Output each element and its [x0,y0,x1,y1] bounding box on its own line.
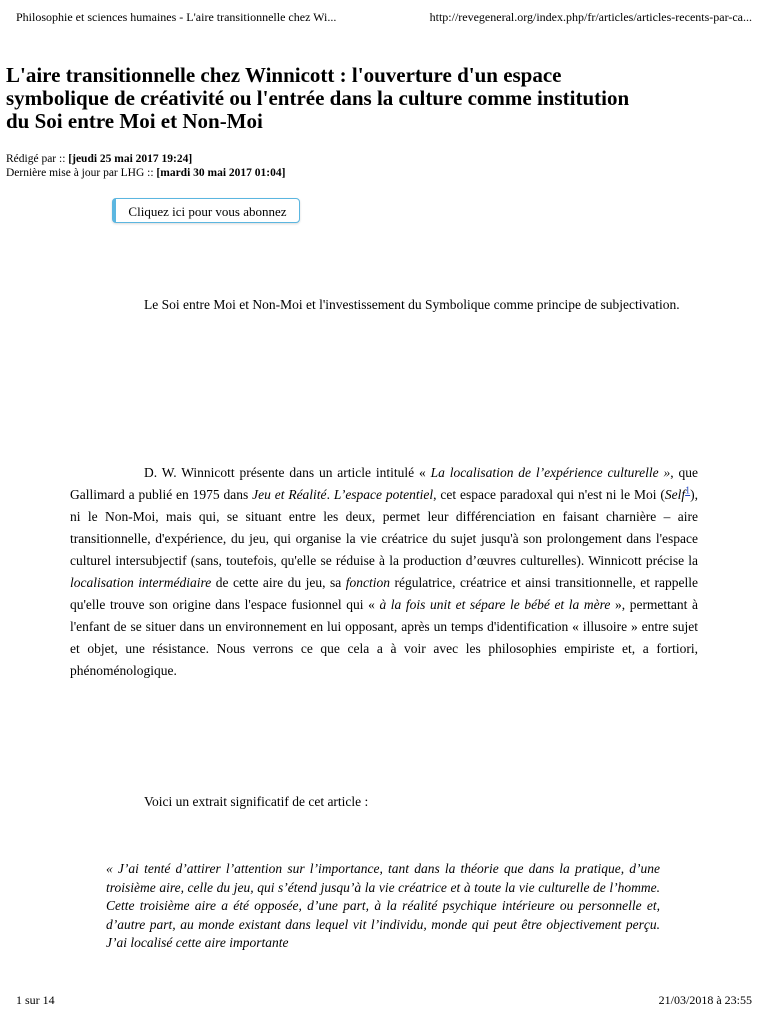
p2-text-6: de cette aire du jeu, sa [211,575,346,590]
p2-italic-5: localisation intermédiaire [70,575,212,590]
updated-line [6,166,285,180]
written-label: Rédigé par :: [6,153,69,165]
paragraph-extract-intro-text: Voici un extrait significatif de cet article : [144,794,369,809]
subscribe-button[interactable]: Cliquez ici pour vous abonnez [112,198,300,223]
written-date: [jeudi 25 mai 2017 19:24] [68,153,193,165]
updated-label: Dernière mise à jour par LHG :: [6,167,157,179]
p2-text-4: , cet espace paradoxal qui n'est ni le Moi ( [433,487,665,502]
page-url[interactable]: http://revegeneral.org/index.php/fr/articles/articles-recents-par-ca... [429,10,752,24]
article-title: L'aire transitionnelle chez Winnicott : l'ouverture d'un espace symbolique de créativité ou l'entrée dans la culture comme institution du Soi entre Moi et Non-Moi [6,63,630,133]
paragraph-intro-text: Le Soi entre Moi et Non-Moi et l'investissement du Symbolique comme principe de subjectivation. [144,297,680,312]
paragraph-intro [70,294,698,316]
p2-text-5: ), ni le Non-Moi, mais qui, se situant entre les deux, permet leur différenciation en faisant charnière – aire transitionnelle, d'expérience, du jeu, qui organise la vie créatrice du sujet jusqu'à son prolongement dans l'espace culturel intersubjectif (sans, toutefois, qu'elle se réduise à la production d’œuvres culturelles). Winnicott précise la [70,487,698,568]
print-header [16,10,752,30]
written-line [6,152,285,166]
p2-text-2: , que Gallimard a publié en 1975 dans [70,465,699,502]
p2-italic-1: La localisation de l’expérience culturelle » [430,465,671,480]
page-count: 1 sur 14 [16,993,55,1007]
self-term [665,487,690,502]
p2-text-7: régulatrice, créatrice et ainsi transitionnelle, et rappelle qu'elle trouve son origine dans l'espace fusionnel qui « [70,575,698,612]
p2-italic-3: L’espace potentiel [333,487,434,502]
blockquote: « J’ai tenté d’attirer l’attention sur l’importance, tant dans la théorie que dans la pratique, d’une troisième aire, celle du jeu, qui s’étend jusqu’à la vie créatrice et à toute la vie culturelle de l’homme. Cette troisième aire a été opposée, d’une part, à la réalité psychique intérieure ou personnelle et, d’autre part, au monde existant dans lequel vit l’individu, monde qui peut être objectivement perçu. J’ai localisé cette aire importante [106,861,660,950]
page-title-header: Philosophie et sciences humaines - L'aire transitionnelle chez Wi... [16,10,337,24]
print-footer [16,993,752,1013]
p2-italic-2: Jeu et Réalité [252,487,327,502]
p2-text-3: . [326,487,334,502]
paragraph-winnicott [70,462,698,682]
print-date: 21/03/2018 à 23:55 [658,993,752,1007]
paragraph-extract-intro [70,791,698,813]
p2-italic-4: Self [664,487,686,502]
footnote-link[interactable]: 1 [685,485,691,497]
updated-date: [mardi 30 mai 2017 01:04] [156,167,286,179]
p2-italic-6: fonction [345,575,390,590]
p2-italic-7: à la fois unit et sépare le bébé et la mère [379,597,611,612]
p2-text-1: D. W. Winnicott présente dans un article intitulé « [144,465,431,480]
p2-text-8: », permettant à l'enfant de se situer dans un environnement en lui opposant, après un temps d'identification « illusoire » entre sujet et objet, une résistance. Nous verrons ce que cela a à voir avec les philosophies empiriste et, a fortiori, phénoménologique. [70,597,699,678]
article-meta [6,152,285,180]
